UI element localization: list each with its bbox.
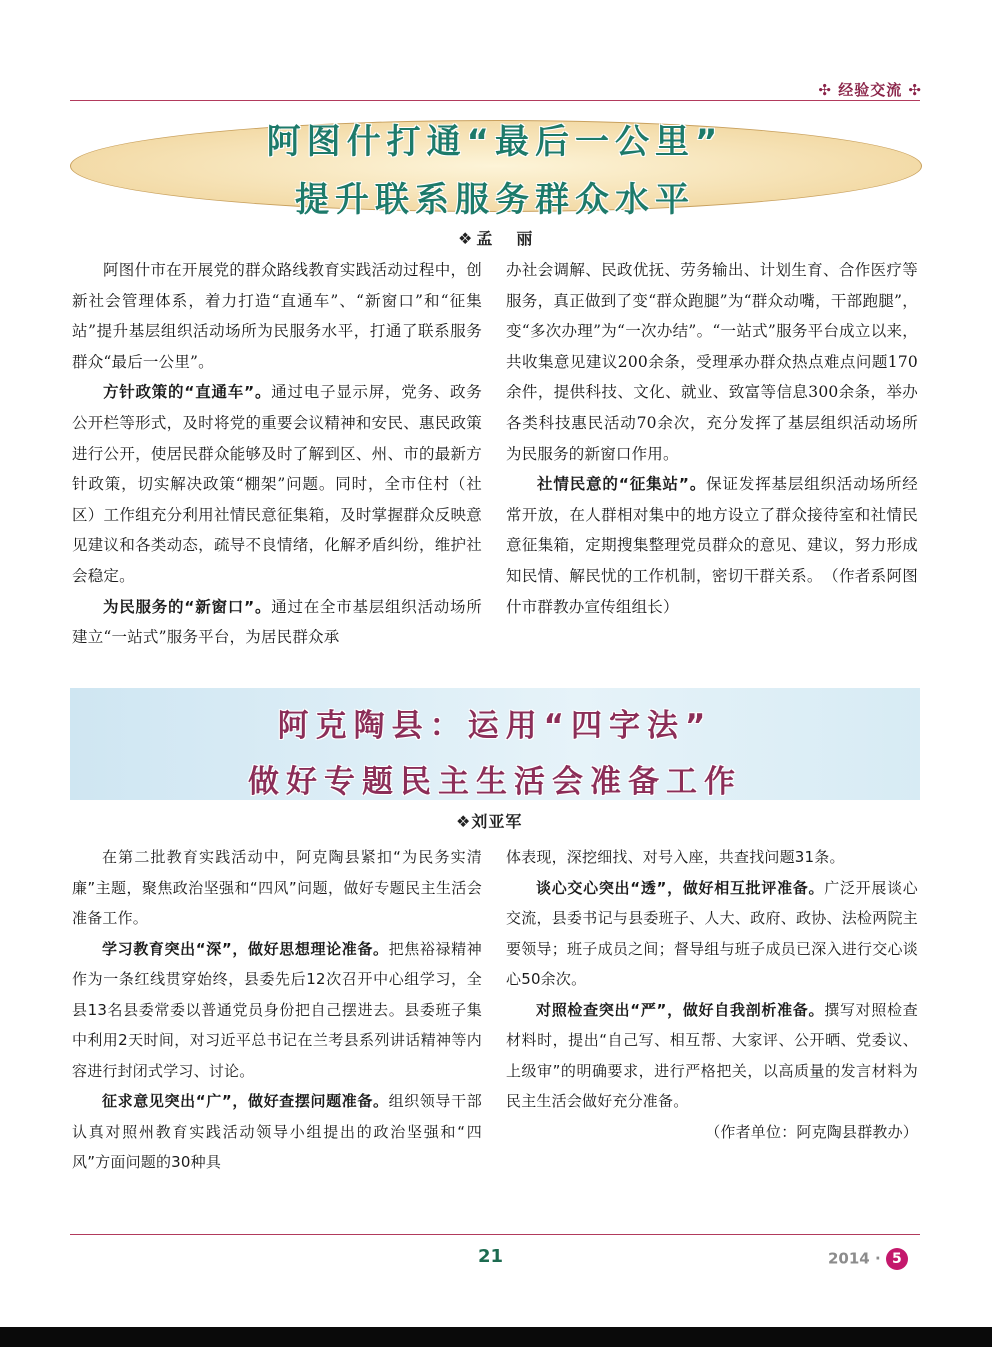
footer-rule xyxy=(70,1234,920,1235)
article2-title-line2: 做好专题民主生活会准备工作 xyxy=(248,764,742,800)
paragraph xyxy=(506,873,918,995)
paragraph xyxy=(72,1086,482,1178)
page-number: 21 xyxy=(478,1246,504,1267)
paragraph xyxy=(506,995,918,1117)
article1-title-line1: 阿图什打通“最后一公里” xyxy=(266,122,724,162)
paragraph-lead: 征求意见突出“广”，做好查摆问题准备。 xyxy=(102,1092,389,1110)
paragraph-text: 通过在全市基层组织活动场所建立“一站式”服务平台，为居民群众承 xyxy=(72,597,482,647)
paragraph xyxy=(506,255,918,469)
paragraph-text: 办社会调解、民政优抚、劳务输出、计划生育、合作医疗等服务，真正做到了变“群众跑腿”为“群众动嘴，干部跑腿”，变“多次办理”为“一次办结”。“一站式”服务平台成立以来，共收集意见建议200余条，受理承办群众热点难点问题170余件，提供科技、文化、就业、致富等信息300余条，举办各类科技惠民活动70余次，充分发挥了基层组织活动场所为民服务的新窗口作用。 xyxy=(506,261,918,463)
issue-label xyxy=(828,1248,908,1270)
article2-author: ❖刘亚军 xyxy=(456,812,523,831)
paragraph-text: 广泛开展谈心交流，县委书记与县委班子、人大、政府、政协、法检两院主要领导；班子成员之间；督导组与班子成员已深入进行交心谈心50余次。 xyxy=(506,878,918,988)
article1-author: ❖孟 丽 xyxy=(458,229,537,248)
article2-signature: （作者单位：阿克陶县群教办） xyxy=(705,1122,918,1141)
article2-left-column xyxy=(72,842,482,1178)
paragraph xyxy=(72,255,482,377)
paragraph-text: 组织领导干部认真对照州教育实践活动领导小组提出的政治坚强和“四风”方面问题的30种具 xyxy=(72,1092,482,1171)
paragraph-text: 撰写对照检查材料时，提出“自己写、相互帮、大家评、公开晒、党委议、上级审”的明确要求，进行严格把关，以高质量的发言材料为民主生活会做好充分准备。 xyxy=(506,1000,918,1110)
paragraph-text: 在第二批教育实践活动中，阿克陶县紧扣“为民务实清廉”主题，聚焦政治坚强和“四风”问题，做好专题民主生活会准备工作。 xyxy=(72,848,482,927)
article2-title-line1: 阿克陶县：运用“四字法” xyxy=(277,708,713,744)
paragraph-lead: 方针政策的“直通车”。 xyxy=(103,383,272,402)
article1-left-column xyxy=(72,255,482,653)
paragraph xyxy=(506,842,918,873)
paragraph xyxy=(72,592,482,653)
bottom-bar xyxy=(0,1327,992,1347)
paragraph-text: 把焦裕禄精神作为一条红线贯穿始终，县委先后12次召开中心组学习，全县13名县委常委以普通党员身份把自己摆进去。县委班子集中利用2天时间，对习近平总书记在兰考县系列讲话精神等内容进行封闭式学习、讨论。 xyxy=(72,939,482,1080)
issue-year: 2014 · xyxy=(828,1249,881,1268)
paragraph xyxy=(72,842,482,934)
issue-number-badge: 5 xyxy=(886,1248,908,1270)
article1-title-line2: 提升联系服务群众水平 xyxy=(295,180,695,220)
paragraph xyxy=(506,469,918,622)
paragraph-text: 通过电子显示屏，党务、政务公开栏等形式，及时将党的重要会议精神和安民、惠民政策进行公开，使居民群众能够及时了解到区、州、市的最新方针政策，切实解决政策“棚架”问题。同时，全市住村（社区）工作组充分利用社情民意征集箱，及时掌握群众反映意见建议和各类动态，疏导不良情绪，化解矛盾纠纷，维护社会稳定。 xyxy=(72,383,482,585)
paragraph-text: 体表现，深挖细找、对号入座，共查找问题31条。 xyxy=(506,848,845,866)
header-rule xyxy=(70,100,920,101)
paragraph-text: 阿图什市在开展党的群众路线教育实践活动过程中，创新社会管理体系，着力打造“直通车”、“新窗口”和“征集站”提升基层组织活动场所为民服务水平，打通了联系服务群众“最后一公里”。 xyxy=(72,261,482,371)
paragraph-lead: 为民服务的“新窗口”。 xyxy=(103,597,272,616)
paragraph-lead: 学习教育突出“深”，做好思想理论准备。 xyxy=(102,939,389,958)
paragraph-lead: 社情民意的“征集站”。 xyxy=(537,475,707,494)
article2-right-column xyxy=(506,842,918,1147)
article1-right-column xyxy=(506,255,918,622)
section-tag: ✣ 经验交流 ✣ xyxy=(818,81,922,99)
paragraph xyxy=(72,377,482,591)
paragraph-text: 保证发挥基层组织活动场所经常开放，在人群相对集中的地方设立了群众接待室和社情民意征集箱，定期搜集整理党员群众的意见、建议，努力形成知民情、解民忧的工作机制，密切干群关系。 （作者系阿图什市群教办宣传组组长） xyxy=(506,475,919,616)
paragraph-lead: 谈心交心突出“透”，做好相互批评准备。 xyxy=(536,878,825,897)
paragraph xyxy=(72,934,482,1087)
paragraph-lead: 对照检查突出“严”，做好自我剖析准备。 xyxy=(536,1000,825,1019)
